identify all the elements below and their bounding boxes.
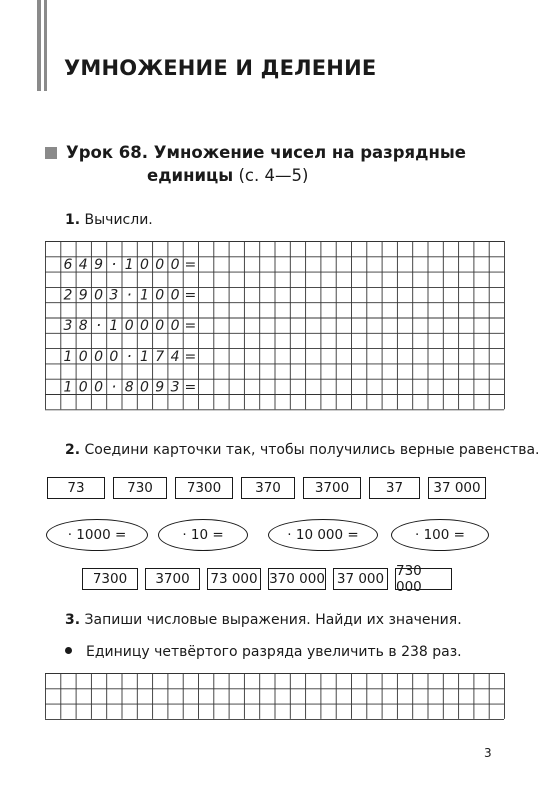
task2-number: 2. (65, 442, 81, 458)
lesson-title-line2-bold: единицы (147, 166, 234, 185)
task1-expression-char: 0 (78, 348, 88, 365)
task1-text: Вычисли. (84, 212, 153, 228)
card-bottom[interactable]: 37 000 (333, 568, 388, 590)
task3-text: Запиши числовые выражения. Найди их значения. (84, 612, 462, 628)
card-top[interactable]: 73 (47, 477, 105, 499)
task1-expression-char: 3 (63, 318, 73, 335)
answer-grid-task3[interactable] (45, 673, 506, 721)
card-bottom[interactable]: 730 000 (395, 568, 452, 590)
task1-expression-char: 8 (124, 379, 134, 396)
grid-task1-svg (45, 241, 506, 420)
task3-bullet (65, 644, 462, 660)
task1-expression-char: 0 (155, 256, 165, 273)
page-number: 3 (484, 746, 492, 760)
task1-expression-char: 0 (139, 379, 149, 396)
task1-expression-char: 1 (124, 256, 134, 273)
card-top[interactable]: 730 (113, 477, 167, 499)
task1-expression-char: 8 (78, 318, 88, 335)
lesson-pages: (с. 4—5) (233, 166, 309, 185)
task1-expression-char: · (126, 285, 132, 305)
task1-expression-char: 0 (155, 287, 165, 304)
task1-expression-char: 0 (109, 348, 119, 365)
cards-top-row (47, 477, 486, 499)
task1-expression-char: 3 (109, 287, 119, 304)
task1-expression-char: 9 (155, 379, 165, 396)
task3-number: 3. (65, 612, 81, 628)
task1-expression-char: · (111, 254, 117, 274)
task1-expression-char: 0 (139, 256, 149, 273)
task1-expression-char: 0 (170, 318, 180, 335)
task1-expression-char: 1 (139, 348, 149, 365)
card-top[interactable]: 7300 (175, 477, 233, 499)
task1 (65, 212, 153, 228)
task1-expression-char: 0 (170, 287, 180, 304)
card-bottom[interactable]: 73 000 (207, 568, 261, 590)
task1-expression-char: 1 (109, 318, 119, 335)
decorative-bar-left (37, 0, 41, 91)
task1-expression-char: 9 (78, 287, 88, 304)
task1-expression-char: 1 (63, 348, 73, 365)
task1-expression-char: 1 (63, 379, 73, 396)
task1-expression-char: 0 (78, 379, 88, 396)
task1-expression-char: 0 (94, 287, 104, 304)
cards-bottom-row (82, 563, 452, 595)
task1-expression-char: 6 (63, 256, 73, 273)
task1-expression-char: 4 (78, 256, 88, 273)
task1-expression-char: = (184, 287, 197, 304)
task1-expression-char: · (111, 376, 117, 396)
chapter-title: УМНОЖЕНИЕ И ДЕЛЕНИЕ (64, 56, 377, 80)
task1-expression-char: 0 (94, 348, 104, 365)
task1-expression-char: 9 (94, 256, 104, 273)
oval-operation[interactable]: · 10 = (158, 519, 248, 551)
task1-expression-char: 2 (63, 287, 73, 304)
card-top[interactable]: 3700 (303, 477, 361, 499)
oval-operation[interactable]: · 100 = (391, 519, 489, 551)
bullet-dot-icon (65, 647, 72, 654)
card-top[interactable]: 37 (369, 477, 420, 499)
card-bottom[interactable]: 370 000 (268, 568, 326, 590)
task1-expression-char: 1 (139, 287, 149, 304)
task1-expression-char: 0 (139, 318, 149, 335)
card-top[interactable]: 370 (241, 477, 295, 499)
task1-expression-char: · (96, 315, 102, 335)
task1-expression-char: 0 (124, 318, 134, 335)
task1-expression-char: 0 (170, 256, 180, 273)
task1-expression-char: = (184, 379, 197, 396)
oval-operation[interactable]: · 1000 = (46, 519, 148, 551)
answer-grid-task1[interactable] (45, 241, 506, 420)
task2 (65, 442, 540, 458)
card-top[interactable]: 37 000 (428, 477, 486, 499)
task1-expression-char: 3 (170, 379, 180, 396)
section-square-marker (45, 147, 57, 159)
grid-task3-svg (45, 673, 506, 721)
task3-bullet-text: Единицу четвёртого разряда увеличить в 238 раз. (86, 644, 462, 660)
task3 (65, 612, 462, 628)
decorative-bar-right (44, 0, 47, 91)
task1-number: 1. (65, 212, 81, 228)
task1-expression-char: = (184, 318, 197, 335)
lesson-title-line1: Урок 68. Умножение чисел на разрядные (66, 143, 466, 162)
task2-text: Соедини карточки так, чтобы получились верные равенства. (84, 442, 540, 458)
task1-expression-char: 4 (170, 348, 180, 365)
task1-expression-char: · (126, 346, 132, 366)
task1-expression-char: 0 (94, 379, 104, 396)
task1-expression-char: 7 (155, 348, 165, 365)
oval-operation[interactable]: · 10 000 = (268, 519, 378, 551)
card-bottom[interactable]: 7300 (82, 568, 138, 590)
card-bottom[interactable]: 3700 (145, 568, 200, 590)
task1-expression-char: 0 (155, 318, 165, 335)
task1-expression-char: = (184, 348, 197, 365)
task1-expression-char: = (184, 256, 197, 273)
lesson-title-line2 (147, 166, 308, 185)
